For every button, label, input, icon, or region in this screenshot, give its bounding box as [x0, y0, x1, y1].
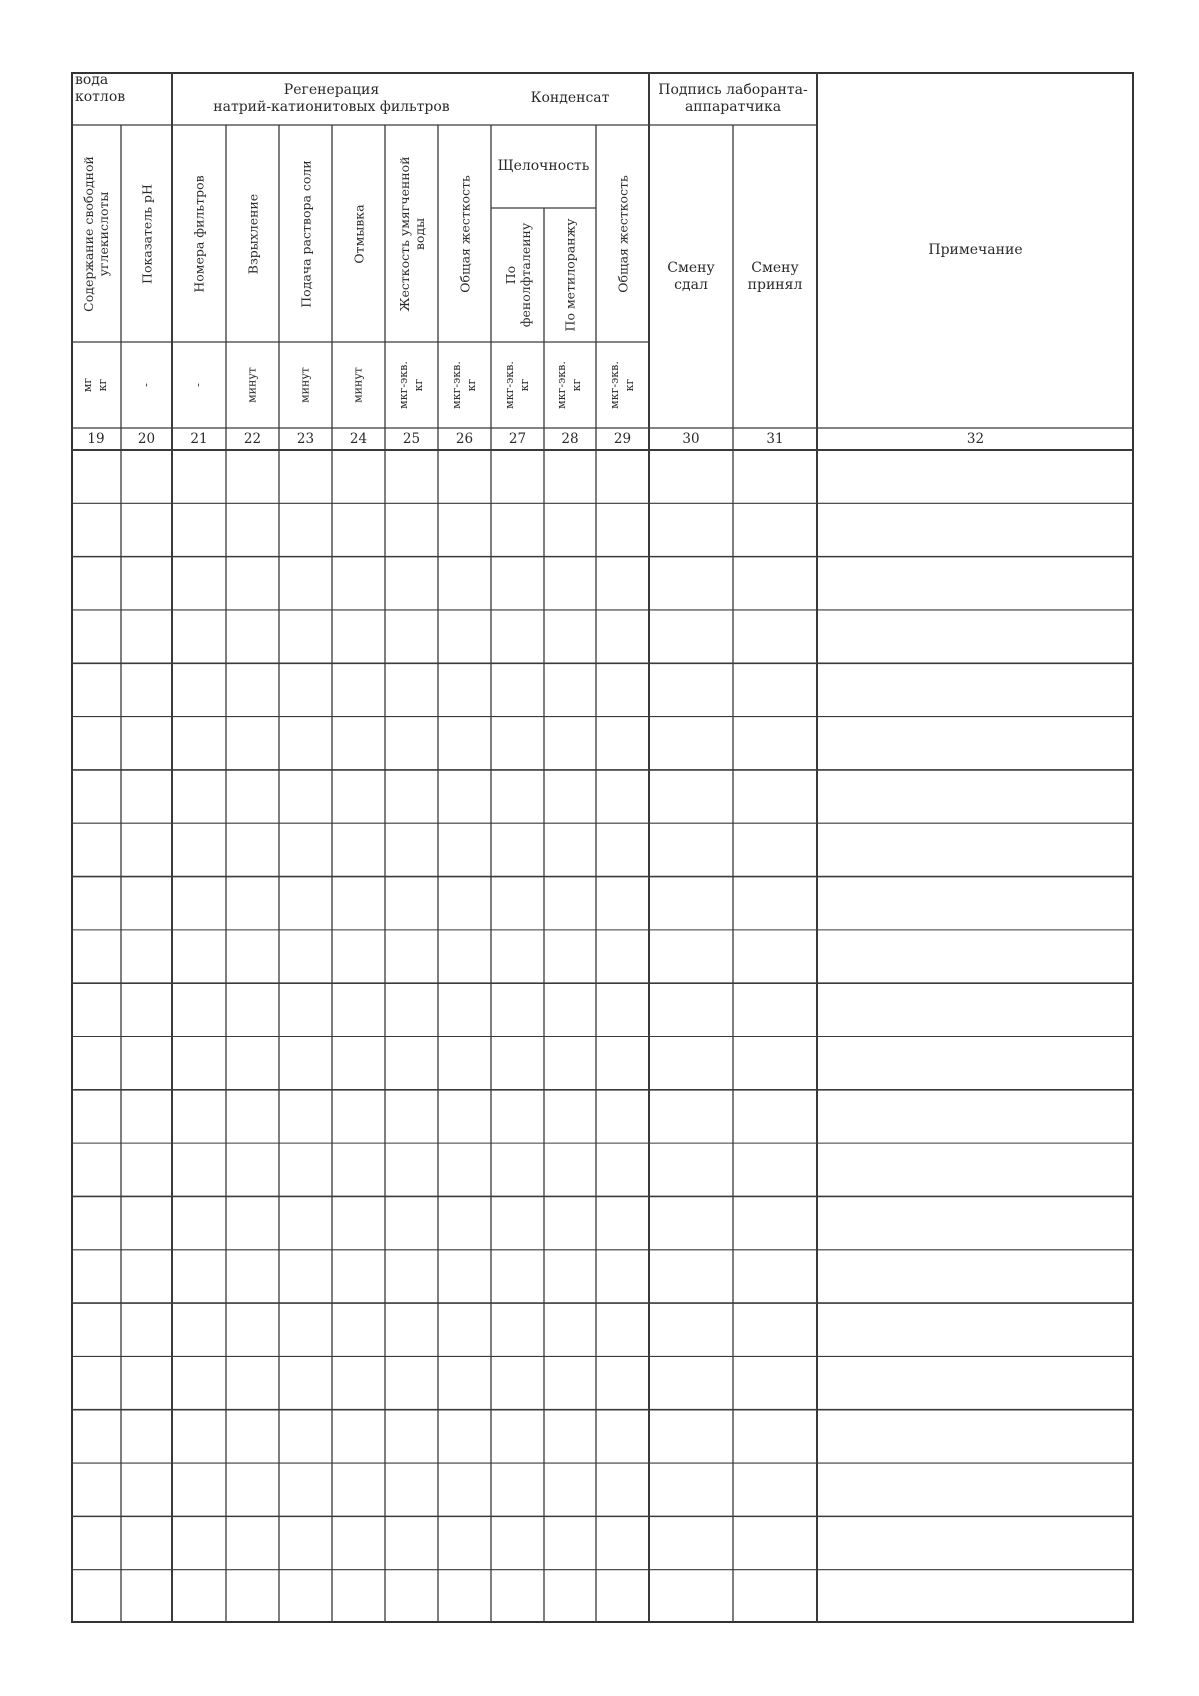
column-number-25: 25 [402, 430, 421, 447]
unit-23-text: минут [298, 367, 312, 403]
column-number-31: 31 [766, 430, 784, 447]
unit-27 [491, 342, 544, 428]
primechanie: Примечание [928, 241, 1023, 258]
unit-28 [544, 342, 596, 428]
column-number-23: 23 [296, 430, 315, 447]
unit-29-text: мкг-экв. кг [607, 361, 636, 409]
group-regeneraciya: Регенерация натрий-катионитовых фильтров [213, 81, 450, 115]
column-header-25 [385, 125, 438, 342]
column-number-32: 32 [966, 430, 985, 447]
column-number-27: 27 [508, 430, 527, 447]
column-header-30: Смену сдал [667, 259, 715, 293]
column-number-24: 24 [349, 430, 368, 447]
unit-25-text: мкг-экв. кг [396, 361, 425, 409]
unit-20 [121, 342, 172, 428]
column-number-22: 22 [243, 430, 262, 447]
column-header-22 [226, 125, 279, 342]
unit-25 [385, 342, 438, 428]
column-number-30: 30 [682, 430, 700, 447]
column-header-26-text: Общая жесткость [457, 174, 472, 293]
column-header-21-text: Номера фильтров [191, 174, 207, 293]
column-header-28 [544, 208, 596, 342]
column-number-29: 29 [613, 430, 632, 447]
column-header-29 [596, 125, 649, 342]
column-header-23-text: Подача раствора соли [298, 159, 313, 308]
unit-24 [332, 342, 385, 428]
unit-22-text: минут [245, 367, 259, 403]
column-header-19-text: Содержание свободной углекислоты [81, 155, 111, 312]
unit-19-text: мг кг [81, 377, 109, 393]
shchelochnost: Щелочность [497, 158, 590, 175]
column-number-19: 19 [87, 430, 105, 447]
unit-27-text: мкг-экв. кг [502, 361, 531, 409]
group-voda-kotlov: вода котлов [75, 72, 126, 105]
unit-22 [226, 342, 279, 428]
log-sheet-table [71, 72, 1134, 1623]
unit-19 [71, 342, 121, 428]
column-header-20-text: Показатель pH [139, 183, 154, 284]
column-number-20: 20 [137, 430, 156, 447]
unit-28-text: мкг-экв. кг [555, 361, 583, 409]
column-header-26 [438, 125, 491, 342]
column-header-22-text: Взрыхление [245, 193, 260, 274]
group-podpis: Подпись лаборанта- аппаратчика [658, 81, 808, 115]
column-number-21: 21 [190, 430, 208, 447]
column-header-25-text: Жесткость умягченной воды [396, 155, 427, 312]
column-header-27 [491, 208, 544, 342]
column-header-27-text: По фенолфталеину [502, 222, 533, 328]
group-kondensat: Конденсат [530, 90, 610, 107]
column-number-26: 26 [455, 430, 474, 447]
column-header-24 [332, 125, 385, 342]
column-number-28: 28 [561, 430, 579, 447]
column-header-24-text: Отмывка [351, 203, 366, 264]
column-header-21 [172, 125, 226, 342]
column-header-31: Смену принял [747, 259, 803, 293]
unit-24-text: минут [351, 367, 365, 403]
unit-26 [438, 342, 491, 428]
column-header-28-text: По метилоранжу [562, 218, 578, 332]
column-header-19 [71, 125, 121, 342]
column-header-29-text: Общая жесткость [615, 174, 630, 293]
unit-26-text: мкг-экв. кг [449, 361, 478, 409]
unit-20-text: - [139, 383, 153, 387]
unit-23 [279, 342, 332, 428]
column-header-20 [121, 125, 172, 342]
unit-21-text: - [191, 383, 205, 387]
column-header-23 [279, 125, 332, 342]
unit-29 [596, 342, 649, 428]
unit-21 [172, 342, 226, 428]
